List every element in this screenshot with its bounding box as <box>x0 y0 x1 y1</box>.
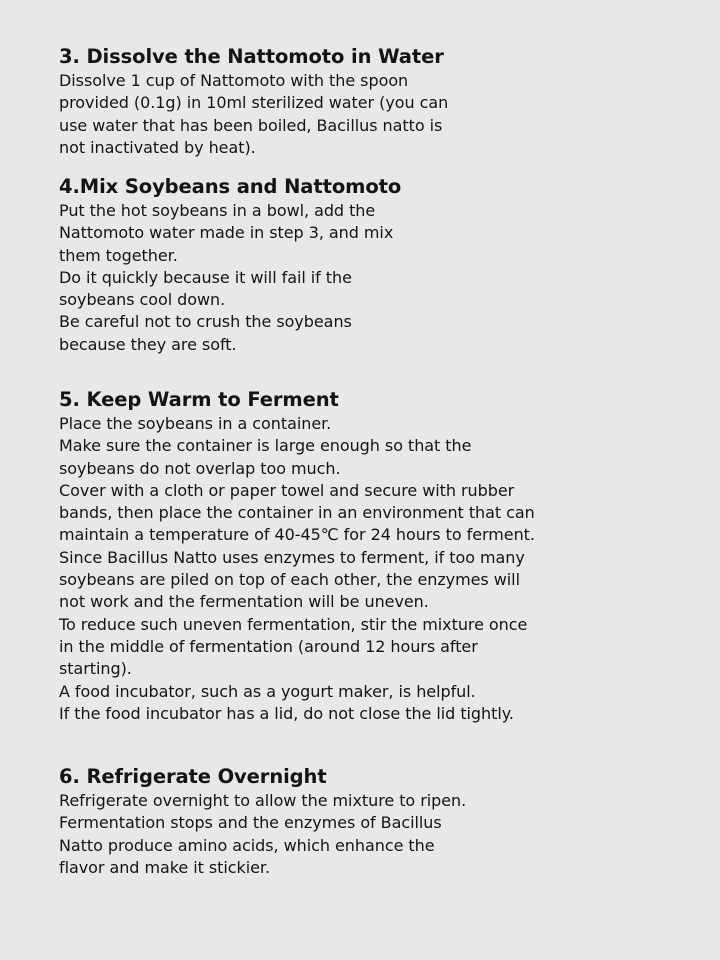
step-5-line: Cover with a cloth or paper towel and secure with rubber <box>59 480 515 500</box>
step-6-line: Natto produce amino acids, which enhance the <box>59 835 435 855</box>
step-3-line: provided (0.1g) in 10ml sterilized water (you can <box>59 93 449 113</box>
step-4-line: Put the hot soybeans in a bowl, add the <box>59 201 376 220</box>
step-5-section <box>59 386 699 725</box>
step-5-line: Place the soybeans in a container. <box>59 414 332 433</box>
step-5-line: To reduce such uneven fermentation, stir the mixture once <box>59 614 528 634</box>
step-4-line: Nattomoto water made in step 3, and mix <box>59 223 394 243</box>
step-5-line: not work and the fermentation will be uneven. <box>59 592 429 612</box>
step-3-line: Dissolve 1 cup of Nattomoto with the spoon <box>59 71 409 90</box>
step-5-body <box>59 413 699 725</box>
step-4-section <box>59 173 699 356</box>
step-5-line: soybeans are piled on top of each other, the enzymes will <box>59 570 520 590</box>
step-6-line: Fermentation stops and the enzymes of Bacillus <box>59 813 442 833</box>
step-4-line: because they are soft. <box>59 334 237 354</box>
step-6-section <box>59 763 699 879</box>
step-6-title: 6. Refrigerate Overnight <box>59 765 327 788</box>
step-5-line: starting). <box>59 659 132 679</box>
step-5-line: in the middle of fermentation (around 12 hours after <box>59 636 478 656</box>
step-6-line: flavor and make it stickier. <box>59 857 271 877</box>
step-5-line: A food incubator, such as a yogurt maker, is helpful. <box>59 681 476 701</box>
step-6-body <box>59 790 699 879</box>
step-3-title: 3. Dissolve the Nattomoto in Water <box>59 45 444 68</box>
step-4-line: them together. <box>59 245 178 265</box>
step-5-line: bands, then place the container in an environment that can <box>59 503 535 523</box>
step-5-line: soybeans do not overlap too much. <box>59 458 341 478</box>
step-5-line: If the food incubator has a lid, do not close the lid tightly. <box>59 703 514 723</box>
step-6-line: Refrigerate overnight to allow the mixture to ripen. <box>59 791 467 810</box>
step-3-line: use water that has been boiled, Bacillus natto is <box>59 115 443 135</box>
step-4-line: soybeans cool down. <box>59 290 226 310</box>
step-3-body <box>59 70 699 159</box>
step-5-line: Make sure the container is large enough so that the <box>59 436 472 456</box>
step-4-line: Do it quickly because it will fail if the <box>59 267 352 287</box>
step-4-body <box>59 200 699 356</box>
step-5-title: 5. Keep Warm to Ferment <box>59 388 339 411</box>
step-4-line: Be careful not to crush the soybeans <box>59 312 352 332</box>
step-4-title: 4.Mix Soybeans and Nattomoto <box>59 175 402 198</box>
step-3-line: not inactivated by heat). <box>59 137 256 157</box>
step-3-section <box>59 43 699 159</box>
step-5-line: maintain a temperature of 40-45℃ for 24 hours to ferment. <box>59 525 535 545</box>
step-5-line: Since Bacillus Natto uses enzymes to ferment, if too many <box>59 547 525 567</box>
